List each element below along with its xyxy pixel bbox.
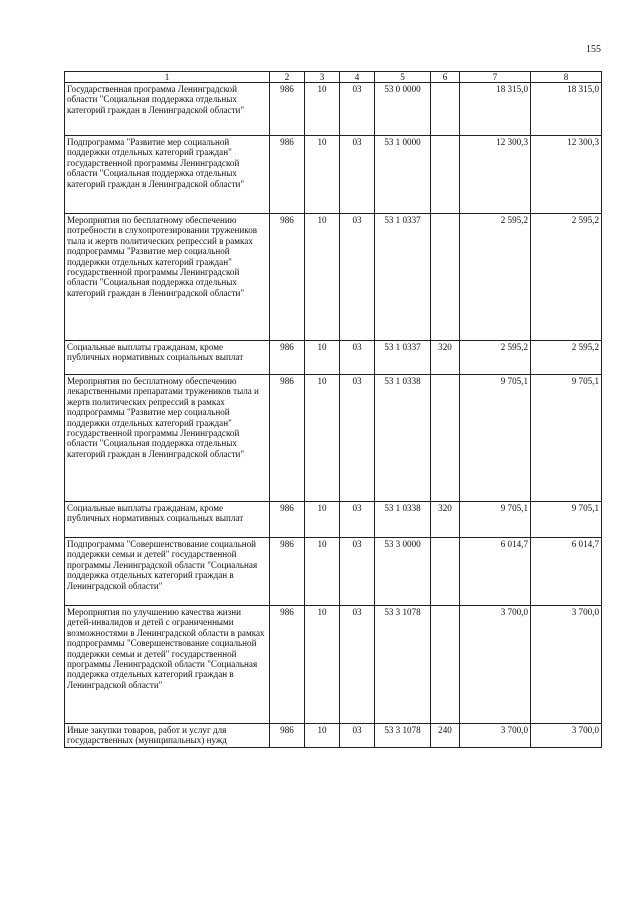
row-target-article: 53 0 0000 xyxy=(375,83,431,136)
row-sum-7: 3 700,0 xyxy=(460,606,531,724)
row-name: Мероприятия по бесплатному обеспечению потребности в слухопротезировании тружеников тыла и жертв политических репрессий в рамках подпрограммы "Развитие мер социальной поддержки отдельных категорий граждан" государственной программы Ленинградской области "Социальная поддержка отдельных категорий граждан в Ленинградской области" xyxy=(65,214,270,341)
row-target-article: 53 3 1078 xyxy=(375,724,431,748)
row-name: Социальные выплаты гражданам, кроме публичных нормативных социальных выплат xyxy=(65,341,270,375)
column-header: 6 xyxy=(431,72,460,83)
row-subsection: 03 xyxy=(340,606,375,724)
row-grbs: 986 xyxy=(270,83,305,136)
row-target-article: 53 1 0337 xyxy=(375,214,431,341)
row-target-article: 53 1 0338 xyxy=(375,502,431,538)
table-row xyxy=(65,136,602,214)
row-sum-7: 6 014,7 xyxy=(460,538,531,606)
row-section: 10 xyxy=(305,136,340,214)
row-grbs: 986 xyxy=(270,214,305,341)
row-grbs: 986 xyxy=(270,606,305,724)
row-section: 10 xyxy=(305,538,340,606)
row-sum-8: 3 700,0 xyxy=(531,606,602,724)
column-header: 2 xyxy=(270,72,305,83)
row-subsection: 03 xyxy=(340,724,375,748)
row-section: 10 xyxy=(305,502,340,538)
row-expense-type: 320 xyxy=(431,502,460,538)
row-grbs: 986 xyxy=(270,375,305,502)
row-grbs: 986 xyxy=(270,136,305,214)
row-sum-7: 9 705,1 xyxy=(460,375,531,502)
row-grbs: 986 xyxy=(270,724,305,748)
row-expense-type: 240 xyxy=(431,724,460,748)
row-name: Государственная программа Ленинградской области "Социальная поддержка отдельных категорий граждан в Ленинградской области" xyxy=(65,83,270,136)
row-sum-8: 18 315,0 xyxy=(531,83,602,136)
table-row xyxy=(65,341,602,375)
row-expense-type xyxy=(431,538,460,606)
row-sum-8: 2 595,2 xyxy=(531,214,602,341)
row-sum-8: 6 014,7 xyxy=(531,538,602,606)
row-section: 10 xyxy=(305,214,340,341)
row-expense-type: 320 xyxy=(431,341,460,375)
column-header: 1 xyxy=(65,72,270,83)
row-sum-7: 2 595,2 xyxy=(460,341,531,375)
row-name: Подпрограмма "Совершенствование социальной поддержки семьи и детей" государственной программы Ленинградской области "Социальная поддержка отдельных категорий граждан в Ленинградской области" xyxy=(65,538,270,606)
row-sum-8: 2 595,2 xyxy=(531,341,602,375)
row-section: 10 xyxy=(305,341,340,375)
row-name: Иные закупки товаров, работ и услуг для государственных (муниципальных) нужд xyxy=(65,724,270,748)
column-header: 3 xyxy=(305,72,340,83)
row-subsection: 03 xyxy=(340,375,375,502)
table-row xyxy=(65,538,602,606)
column-header: 5 xyxy=(375,72,431,83)
table-row xyxy=(65,83,602,136)
table-row xyxy=(65,214,602,341)
row-subsection: 03 xyxy=(340,136,375,214)
row-subsection: 03 xyxy=(340,214,375,341)
table-row xyxy=(65,502,602,538)
row-sum-7: 18 315,0 xyxy=(460,83,531,136)
row-target-article: 53 1 0338 xyxy=(375,375,431,502)
row-subsection: 03 xyxy=(340,83,375,136)
column-header: 7 xyxy=(460,72,531,83)
row-name: Мероприятия по бесплатному обеспечению лекарственными препаратами тружеников тыла и жертв политических репрессий в рамках подпрограммы "Развитие мер социальной поддержки отдельных категорий граждан" государственной программы Ленинградской области "Социальная поддержка отдельных категорий граждан в Ленинградской области" xyxy=(65,375,270,502)
row-sum-7: 3 700,0 xyxy=(460,724,531,748)
row-section: 10 xyxy=(305,606,340,724)
row-subsection: 03 xyxy=(340,502,375,538)
row-target-article: 53 3 0000 xyxy=(375,538,431,606)
row-grbs: 986 xyxy=(270,538,305,606)
row-name: Подпрограмма "Развитие мер социальной поддержки отдельных категорий граждан" государственной программы Ленинградской области "Социальная поддержка отдельных категорий граждан в Ленинградской области" xyxy=(65,136,270,214)
row-sum-7: 2 595,2 xyxy=(460,214,531,341)
row-expense-type xyxy=(431,375,460,502)
row-section: 10 xyxy=(305,724,340,748)
table-row xyxy=(65,606,602,724)
row-expense-type xyxy=(431,606,460,724)
row-sum-7: 9 705,1 xyxy=(460,502,531,538)
row-grbs: 986 xyxy=(270,341,305,375)
row-section: 10 xyxy=(305,375,340,502)
row-target-article: 53 1 0000 xyxy=(375,136,431,214)
row-subsection: 03 xyxy=(340,538,375,606)
row-expense-type xyxy=(431,136,460,214)
header-row xyxy=(65,72,602,83)
budget-table xyxy=(64,71,602,748)
row-sum-8: 3 700,0 xyxy=(531,724,602,748)
row-expense-type xyxy=(431,214,460,341)
row-sum-8: 9 705,1 xyxy=(531,375,602,502)
row-sum-8: 12 300,3 xyxy=(531,136,602,214)
table-row xyxy=(65,375,602,502)
row-subsection: 03 xyxy=(340,341,375,375)
row-sum-8: 9 705,1 xyxy=(531,502,602,538)
row-grbs: 986 xyxy=(270,502,305,538)
row-expense-type xyxy=(431,83,460,136)
column-header: 4 xyxy=(340,72,375,83)
row-name: Мероприятия по улучшению качества жизни детей-инвалидов и детей с ограниченными возможностями в Ленинградской области в рамках подпрограммы "Совершенствование социальной поддержки семьи и детей" государственной программы Ленинградской области "Социальная поддержка отдельных категорий граждан в Ленинградской области" xyxy=(65,606,270,724)
table-row xyxy=(65,724,602,748)
page-number: 155 xyxy=(586,44,601,55)
row-name: Социальные выплаты гражданам, кроме публичных нормативных социальных выплат xyxy=(65,502,270,538)
row-target-article: 53 1 0337 xyxy=(375,341,431,375)
row-target-article: 53 3 1078 xyxy=(375,606,431,724)
row-sum-7: 12 300,3 xyxy=(460,136,531,214)
column-header: 8 xyxy=(531,72,602,83)
row-section: 10 xyxy=(305,83,340,136)
